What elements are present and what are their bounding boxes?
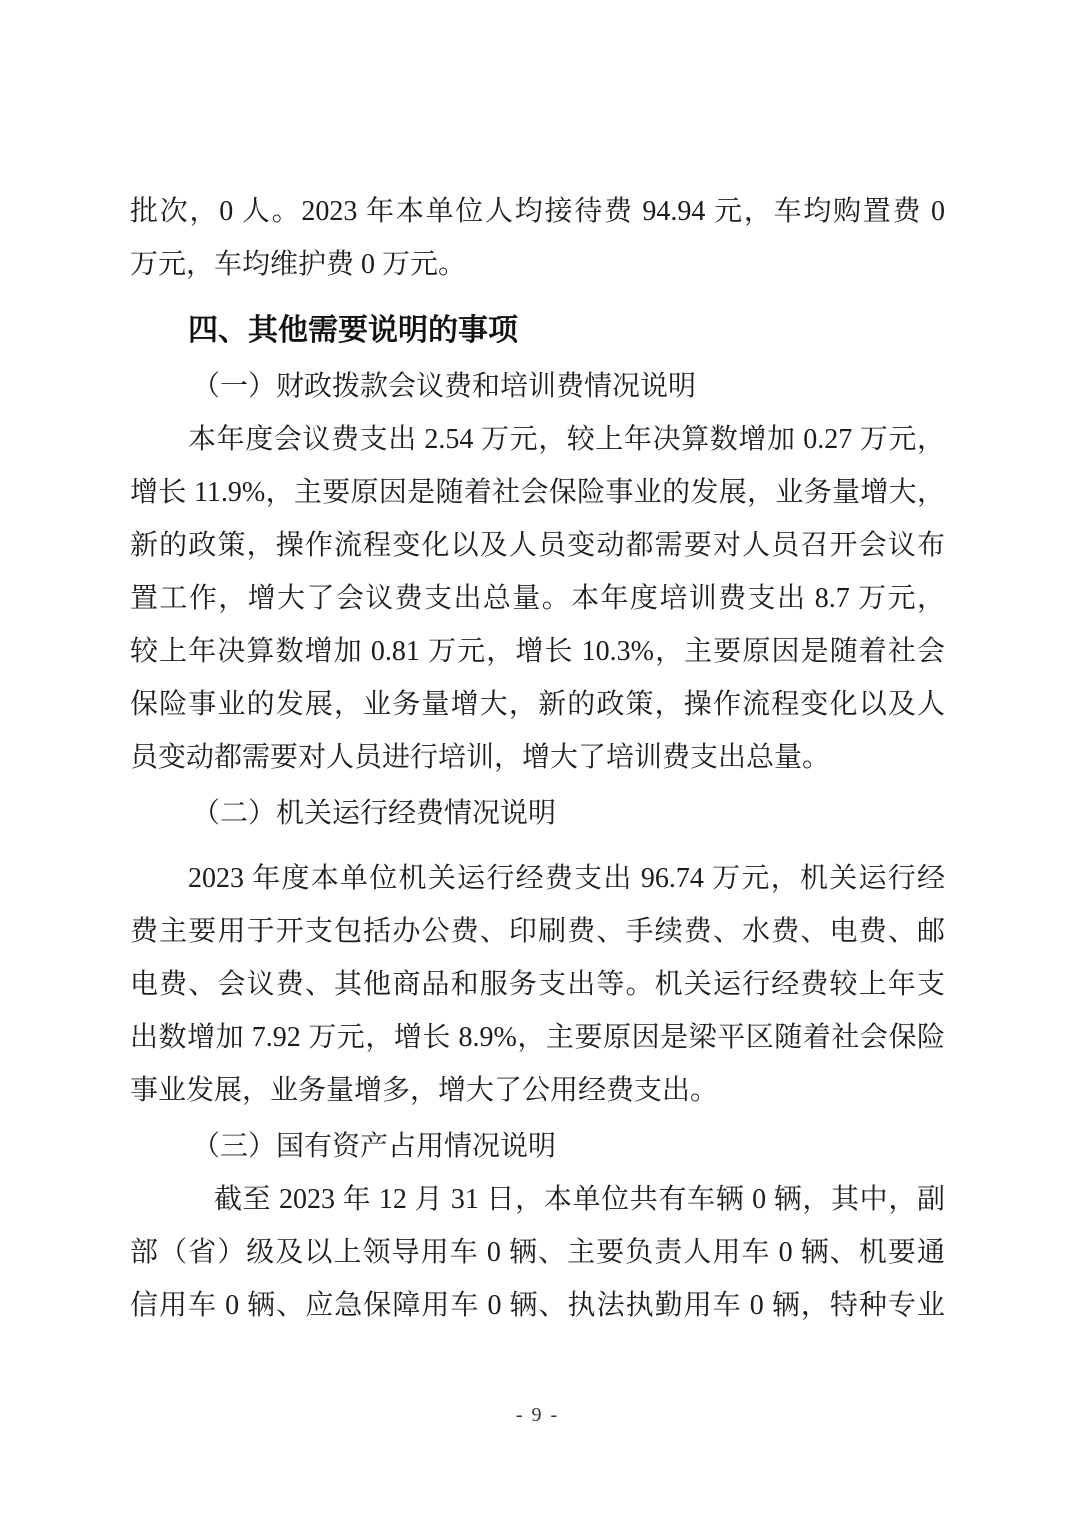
page-number: - 9 - bbox=[515, 1404, 560, 1426]
text-line: 信用车 0 辆、应急保障用车 0 辆、执法执勤用车 0 辆，特种专业 bbox=[130, 1290, 945, 1321]
text-line: 事业发展，业务量增多，增大了公用经费支出。 bbox=[130, 1075, 719, 1106]
paragraph-meeting-training-fees bbox=[130, 413, 945, 784]
text-line: 置工作，增大了会议费支出总量。本年度培训费支出 8.7 万元， bbox=[130, 583, 945, 614]
text-line: 员变动都需要对人员进行培训，增大了培训费支出总量。 bbox=[130, 742, 831, 773]
text-line: 批次，0 人。2023 年本单位人均接待费 94.94 元，车均购置费 0 bbox=[130, 196, 945, 227]
text-line: 2023 年度本单位机关运行经费支出 96.74 万元，机关运行经 bbox=[188, 863, 945, 894]
paragraph-state-assets bbox=[130, 1173, 945, 1332]
text-line: 较上年决算数增加 0.81 万元，增长 10.3%，主要原因是随着社会 bbox=[130, 636, 945, 667]
paragraph-continuation bbox=[130, 185, 945, 291]
subsection-heading-3: （三）国有资产占用情况说明 bbox=[192, 1131, 557, 1162]
text-line: 本年度会议费支出 2.54 万元，较上年决算数增加 0.27 万元， bbox=[188, 424, 945, 455]
text-line: 万元，车均维护费 0 万元。 bbox=[130, 249, 467, 280]
subsection-heading-2: （二）机关运行经费情况说明 bbox=[192, 798, 557, 829]
section-heading-4: 四、其他需要说明的事项 bbox=[188, 314, 518, 347]
text-line: 新的政策，操作流程变化以及人员变动都需要对人员召开会议布 bbox=[130, 530, 945, 561]
text-line: 出数增加 7.92 万元，增长 8.9%，主要原因是梁平区随着社会保险 bbox=[130, 1022, 945, 1053]
paragraph-operating-expenses bbox=[130, 852, 945, 1117]
text-line: 费主要用于开支包括办公费、印刷费、手续费、水费、电费、邮 bbox=[130, 916, 945, 947]
subsection-heading-1: （一）财政拨款会议费和培训费情况说明 bbox=[192, 371, 697, 402]
text-line: 截至 2023 年 12 月 31 日，本单位共有车辆 0 辆，其中，副 bbox=[214, 1184, 945, 1215]
text-line: 保险事业的发展，业务量增大，新的政策，操作流程变化以及人 bbox=[130, 689, 945, 720]
text-line: 部（省）级及以上领导用车 0 辆、主要负责人用车 0 辆、机要通 bbox=[130, 1237, 945, 1268]
text-line: 增长 11.9%，主要原因是随着社会保险事业的发展，业务量增大， bbox=[130, 477, 945, 508]
document-body bbox=[130, 185, 945, 1332]
text-line: 电费、会议费、其他商品和服务支出等。机关运行经费较上年支 bbox=[130, 969, 945, 1000]
